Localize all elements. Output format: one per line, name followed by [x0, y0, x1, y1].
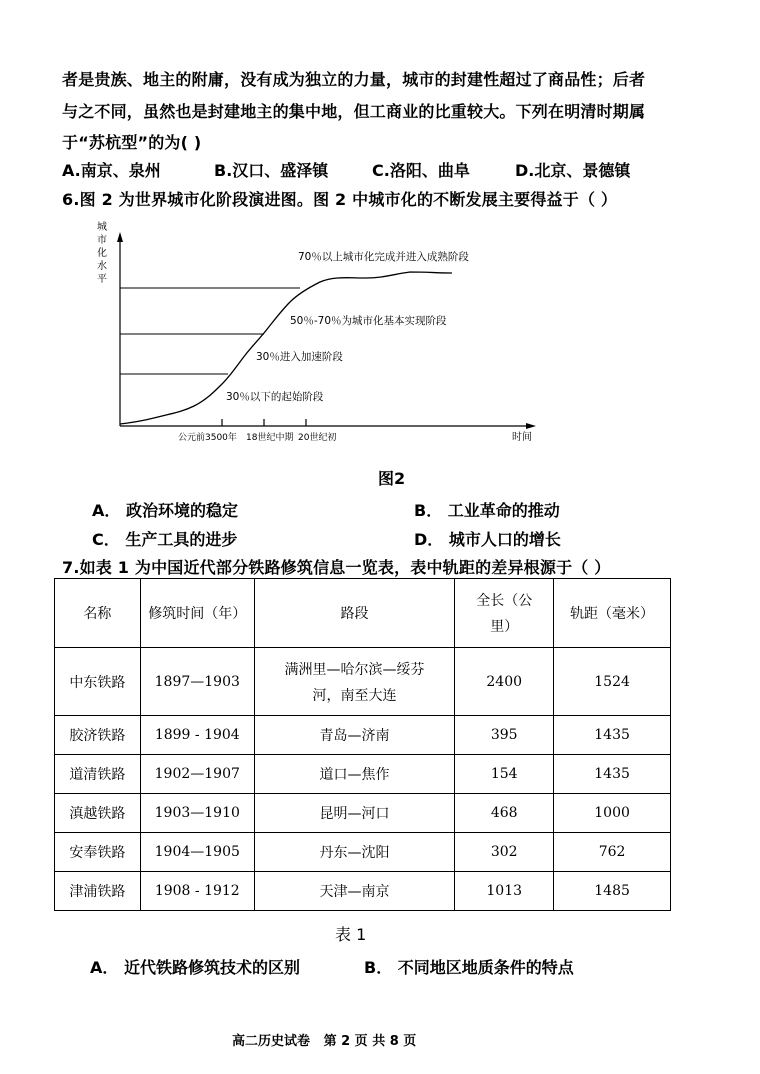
- q5-option-d[interactable]: D.北京、景德镇: [515, 161, 631, 180]
- q5-option-b[interactable]: B.汉口、盛泽镇: [214, 161, 329, 180]
- row-name: 安奉铁路: [55, 833, 141, 872]
- table-row: [55, 716, 671, 755]
- header-length-line-1: 全长（公: [476, 593, 533, 609]
- x-tick-label-20th: 20世纪初: [298, 433, 337, 443]
- stage-label-basic: 50％-70％为城市化基本实现阶段: [290, 315, 447, 327]
- row-name: 胶济铁路: [55, 716, 141, 755]
- row-route: 天津—南京: [254, 872, 455, 911]
- page-footer: 高二历史试卷 第 2 页 共 8 页: [232, 1034, 417, 1049]
- row-route: 昆明—河口: [254, 794, 455, 833]
- row-time: 1904—1905: [140, 833, 254, 872]
- row-gauge: 1000: [554, 794, 671, 833]
- x-tick-label-18th: 18世纪中期: [246, 433, 294, 443]
- y-axis-arrow: [117, 232, 123, 242]
- row-gauge: 1435: [554, 755, 671, 794]
- row-route: 丹东—沈阳: [254, 833, 455, 872]
- row-route: [254, 648, 455, 716]
- row-route: 道口—焦作: [254, 755, 455, 794]
- q6-option-c[interactable]: C． 生产工具的进步: [92, 530, 238, 549]
- y-label-char-3: 化: [97, 248, 107, 259]
- header-length: [455, 579, 554, 648]
- q6-option-b[interactable]: B． 工业革命的推动: [414, 501, 560, 520]
- q7-option-a[interactable]: A． 近代铁路修筑技术的区别: [90, 958, 300, 977]
- stage-label-mature: 70％以上城市化完成并进入成熟阶段: [298, 251, 469, 263]
- row-length: 154: [455, 755, 554, 794]
- row-route: 青岛—济南: [254, 716, 455, 755]
- row-name: 道清铁路: [55, 755, 141, 794]
- row-length: 302: [455, 833, 554, 872]
- row-time: 1903—1910: [140, 794, 254, 833]
- row-length: 2400: [455, 648, 554, 716]
- y-label-char-2: 市: [97, 235, 107, 246]
- row-gauge: 762: [554, 833, 671, 872]
- q5-text-line-3: 于“苏杭型”的为( ): [62, 133, 202, 152]
- row-gauge: 1485: [554, 872, 671, 911]
- q5-text-line-1: 者是贵族、地主的附庸，没有成为独立的力量，城市的封建性超过了商品性；后者: [62, 70, 646, 89]
- q6-option-d[interactable]: D． 城市人口的增长: [414, 530, 561, 549]
- row-route-line-2: 河，南至大连: [312, 687, 397, 704]
- header-time: 修筑时间（年）: [140, 579, 254, 648]
- stage-label-start: 30％以下的起始阶段: [226, 391, 324, 403]
- row-name: 中东铁路: [55, 648, 141, 716]
- q7-stem: 7.如表 1 为中国近代部分铁路修筑信息一览表，表中轨距的差异根源于（ ）: [62, 558, 611, 577]
- header-name: 名称: [55, 579, 141, 648]
- row-name: 津浦铁路: [55, 872, 141, 911]
- stage-label-accelerate: 30％进入加速阶段: [256, 351, 343, 363]
- y-label-char-5: 平: [97, 274, 107, 285]
- table-row: [55, 794, 671, 833]
- header-route: 路段: [254, 579, 455, 648]
- table-row: [55, 648, 671, 716]
- row-time: 1899 - 1904: [140, 716, 254, 755]
- row-name: 滇越铁路: [55, 794, 141, 833]
- table-row: [55, 833, 671, 872]
- q5-option-a[interactable]: A.南京、泉州: [62, 161, 161, 180]
- row-length: 468: [455, 794, 554, 833]
- row-time: 1902—1907: [140, 755, 254, 794]
- urbanization-stage-figure: [88, 218, 548, 448]
- row-route-line-1: 满洲里—哈尔滨—绥芬: [284, 661, 425, 678]
- row-gauge: 1524: [554, 648, 671, 716]
- row-length: 395: [455, 716, 554, 755]
- y-label-char-4: 水: [97, 261, 107, 272]
- y-label-char-1: 城: [97, 222, 107, 233]
- figure-caption: 图2: [378, 469, 406, 488]
- table-header-row: [55, 579, 671, 648]
- row-time: 1908 - 1912: [140, 872, 254, 911]
- row-gauge: 1435: [554, 716, 671, 755]
- header-length-line-2: 里）: [490, 619, 519, 635]
- q5-option-c[interactable]: C.洛阳、曲阜: [372, 161, 470, 180]
- table-row: [55, 755, 671, 794]
- railway-table: [54, 578, 671, 911]
- q7-option-b[interactable]: B． 不同地区地质条件的特点: [364, 958, 574, 977]
- table-caption: 表 1: [335, 925, 367, 944]
- row-length: 1013: [455, 872, 554, 911]
- x-axis-label: 时间: [512, 432, 532, 443]
- row-time: 1897—1903: [140, 648, 254, 716]
- x-tick-label-bc3500: 公元前3500年: [178, 433, 237, 443]
- q5-text-line-2: 与之不同，虽然也是封建地主的集中地，但工商业的比重较大。下列在明清时期属: [62, 102, 646, 121]
- x-axis-arrow: [526, 423, 536, 429]
- q6-option-a[interactable]: A． 政治环境的稳定: [92, 501, 238, 520]
- q6-stem: 6.图 2 为世界城市化阶段演进图。图 2 中城市化的不断发展主要得益于（ ）: [62, 190, 618, 209]
- table-row: [55, 872, 671, 911]
- header-gauge: 轨距（毫米）: [554, 579, 671, 648]
